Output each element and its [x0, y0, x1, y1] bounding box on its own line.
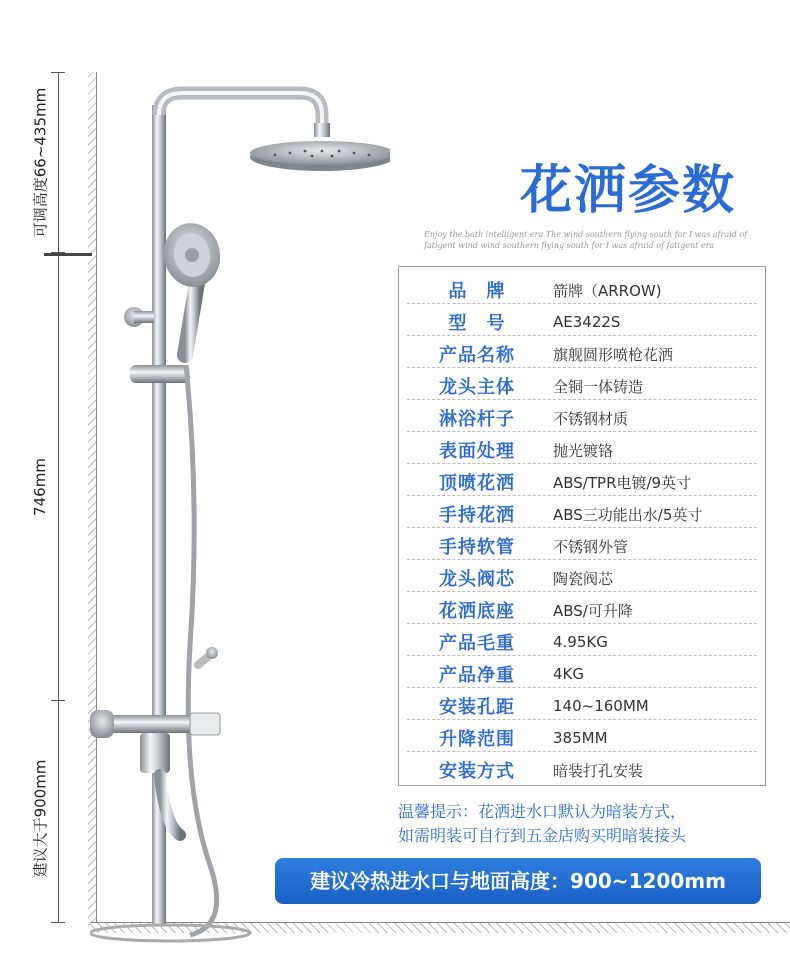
spec-label: 品 牌 — [448, 281, 506, 302]
mount-marker — [44, 253, 92, 256]
spec-value: 4.95KG — [553, 633, 608, 651]
dimension-tick — [51, 700, 65, 701]
spec-label: 表面处理 — [439, 441, 515, 462]
spec-value: 暗装打孔安装 — [553, 761, 644, 780]
spec-value: 4KG — [553, 665, 585, 683]
spec-value: 不锈钢材质 — [553, 409, 629, 428]
spec-value: 陶瓷阀芯 — [553, 569, 614, 588]
spec-label: 型 号 — [448, 313, 506, 334]
spec-label: 升降范围 — [439, 729, 515, 750]
spec-label: 安装孔距 — [439, 697, 515, 718]
spec-row-base — [407, 597, 757, 624]
spec-label: 产品净重 — [439, 665, 515, 686]
dimension-tick — [51, 72, 65, 73]
spec-value: 140~160MM — [553, 697, 649, 715]
spec-row-valve — [407, 565, 757, 592]
spec-value: 旗舰圆形喷枪花洒 — [553, 345, 674, 364]
spec-value: 全铜一体铸造 — [553, 377, 644, 396]
spec-label: 龙头阀芯 — [439, 569, 515, 590]
dimension-label-middle: 746mm — [31, 458, 49, 516]
spec-value: 箭牌（ARROW) — [553, 281, 662, 300]
spec-table — [398, 266, 766, 786]
decorative-subtitle: Enjoy the bath intelligent era The wind southern flying south for I was afraid of fatigent wind wind southern flying south for I was afraid of fatigent era — [424, 230, 748, 250]
spec-row-top-shower — [407, 469, 757, 496]
spec-row-hose — [407, 533, 757, 560]
tip-line-2: 如需明装可自行到五金店购买明暗装接头 — [398, 826, 687, 845]
dimension-tick — [51, 922, 65, 923]
spec-row-model — [407, 309, 757, 336]
spec-row-lift-range — [407, 725, 757, 752]
spec-value: ABS三功能出水/5英寸 — [553, 505, 703, 524]
dimension-line — [58, 72, 59, 922]
spec-label: 安装方式 — [439, 761, 515, 782]
shower-set-image — [90, 85, 390, 945]
spec-row-gross-weight — [407, 629, 757, 656]
spec-row-product-name — [407, 341, 757, 368]
dimension-label-bottom: 建议大于900mm — [31, 759, 50, 878]
spec-row-body — [407, 373, 757, 400]
spec-label: 手持软管 — [439, 537, 515, 558]
spec-value: ABS/TPR电镀/9英寸 — [553, 473, 692, 492]
spec-row-surface — [407, 437, 757, 464]
spec-value: 385MM — [553, 729, 608, 747]
spec-label: 淋浴杆子 — [439, 409, 515, 430]
spec-label: 顶喷花洒 — [439, 473, 515, 494]
spec-value: AE3422S — [553, 313, 621, 331]
spec-value: 抛光镀铬 — [553, 441, 614, 460]
tip-line-1: 温馨提示：花洒进水口默认为暗装方式， — [398, 802, 687, 821]
spec-row-net-weight — [407, 661, 757, 688]
page-title: 花洒参数 — [520, 161, 737, 221]
spec-row-brand — [407, 277, 757, 304]
spec-label: 花洒底座 — [439, 601, 515, 622]
dimension-label-top: 可调高度66~435mm — [31, 87, 50, 238]
spec-row-install — [407, 757, 757, 783]
tip-note — [398, 800, 778, 848]
spec-value: 不锈钢外管 — [553, 537, 629, 556]
spec-row-handheld — [407, 501, 757, 528]
spec-label: 产品毛重 — [439, 633, 515, 654]
spec-label: 产品名称 — [439, 345, 515, 366]
spec-row-hole-distance — [407, 693, 757, 720]
height-banner: 建议冷热进水口与地面高度：900~1200mm — [275, 858, 761, 904]
spec-row-rod — [407, 405, 757, 432]
spec-label: 龙头主体 — [439, 377, 515, 398]
spec-value: ABS/可升降 — [553, 601, 633, 620]
spec-label: 手持花洒 — [439, 505, 515, 526]
